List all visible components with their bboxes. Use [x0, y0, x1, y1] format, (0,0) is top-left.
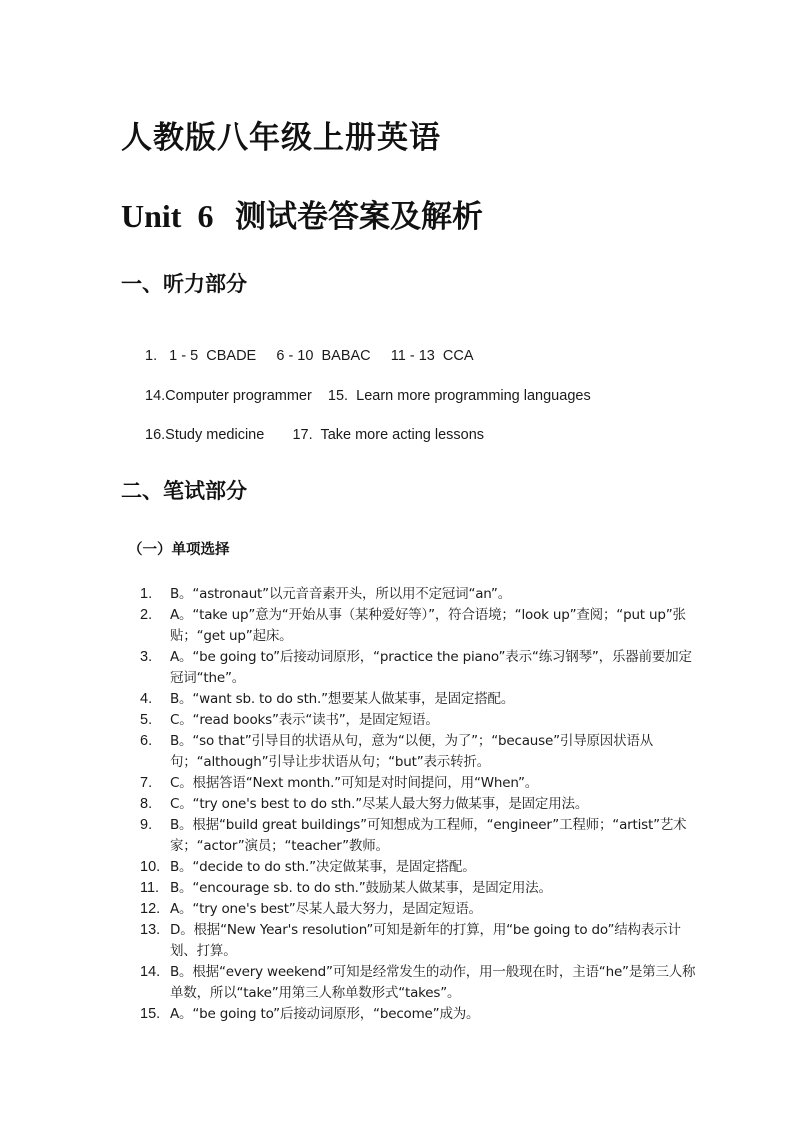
item-number: 10. [140, 859, 161, 875]
list-item [140, 794, 700, 815]
item-text: A。“take up”意为“开始从事（某种爱好等）”，符合语境；“look up”查阅；“put up”张贴；“get up”起床。 [170, 607, 686, 644]
item-text: A。“be going to”后接动词原形，“become”成为。 [170, 1006, 480, 1022]
list-item [140, 815, 700, 857]
section-heading-written: 二、笔试部分 [121, 479, 247, 503]
answer-list [140, 584, 700, 1025]
item-text: B。“want sb. to do sth.”想要某人做某事，是固定搭配。 [170, 691, 515, 707]
list-item [140, 1004, 700, 1025]
item-number: 7. [140, 775, 153, 791]
listening-answer-line-3: 16.Study medicine 17. Take more acting lessons [145, 427, 485, 443]
item-number: 13. [140, 922, 161, 938]
item-text: A。“try one's best”尽某人最大努力，是固定短语。 [170, 901, 482, 917]
list-item [140, 584, 700, 605]
unit-label: Unit 6 [121, 198, 214, 234]
list-item [140, 962, 700, 1004]
list-item [140, 689, 700, 710]
item-number: 6. [140, 733, 153, 749]
list-item [140, 647, 700, 689]
item-text: B。根据“build great buildings”可知想成为工程师，“engineer”工程师；“artist”艺术家；“actor”演员；“teacher”教师。 [170, 817, 687, 854]
section-heading-listening: 一、听力部分 [121, 272, 247, 296]
item-text: C。“try one's best to do sth.”尽某人最大努力做某事，是固定用法。 [170, 796, 589, 812]
item-number: 1. [140, 586, 153, 602]
item-number: 4. [140, 691, 153, 707]
subsection-heading-single-choice: （一）单项选择 [128, 542, 230, 558]
item-number: 5. [140, 712, 153, 728]
document-subtitle [121, 191, 483, 236]
list-item [140, 878, 700, 899]
subtitle-rest: 测试卷答案及解析 [213, 199, 484, 235]
item-text: C。根据答语“Next month.”可知是对时间提问，用“When”。 [170, 775, 539, 791]
item-text: B。“so that”引导目的状语从句，意为“以便，为了”；“because”引导原因状语从句；“although”引导让步状语从句；“but”表示转折。 [170, 733, 653, 770]
item-text: B。“decide to do sth.”决定做某事，是固定搭配。 [170, 859, 476, 875]
item-text: B。根据“every weekend”可知是经常发生的动作，用一般现在时，主语“he”是第三人称单数，所以“take”用第三人称单数形式“takes”。 [170, 964, 696, 1001]
item-text: B。“encourage sb. to do sth.”鼓励某人做某事，是固定用法。 [170, 880, 552, 896]
listening-answer-line-1: 1. 1 - 5 CBADE 6 - 10 BABAC 11 - 13 CCA [145, 348, 474, 364]
list-item [140, 605, 700, 647]
listening-answer-line-2: 14.Computer programmer 15. Learn more programming languages [145, 388, 591, 404]
item-text: C。“read books”表示“读书”，是固定短语。 [170, 712, 439, 728]
list-item [140, 773, 700, 794]
item-number: 3. [140, 649, 153, 665]
item-number: 12. [140, 901, 161, 917]
item-text: B。“astronaut”以元音音素开头，所以用不定冠词“an”。 [170, 586, 512, 602]
list-item [140, 710, 700, 731]
list-item [140, 731, 700, 773]
item-number: 8. [140, 796, 153, 812]
item-number: 11. [140, 880, 160, 896]
item-number: 14. [140, 964, 161, 980]
item-number: 9. [140, 817, 153, 833]
document-title: 人教版八年级上册英语 [121, 120, 441, 156]
list-item [140, 920, 700, 962]
item-number: 2. [140, 607, 153, 623]
list-item [140, 899, 700, 920]
item-text: D。根据“New Year's resolution”可知是新年的打算，用“be going to do”结构表示计划、打算。 [170, 922, 681, 959]
list-item [140, 857, 700, 878]
item-text: A。“be going to”后接动词原形，“practice the piano”表示“练习钢琴”，乐器前要加定冠词“the”。 [170, 649, 692, 686]
item-number: 15. [140, 1006, 161, 1022]
